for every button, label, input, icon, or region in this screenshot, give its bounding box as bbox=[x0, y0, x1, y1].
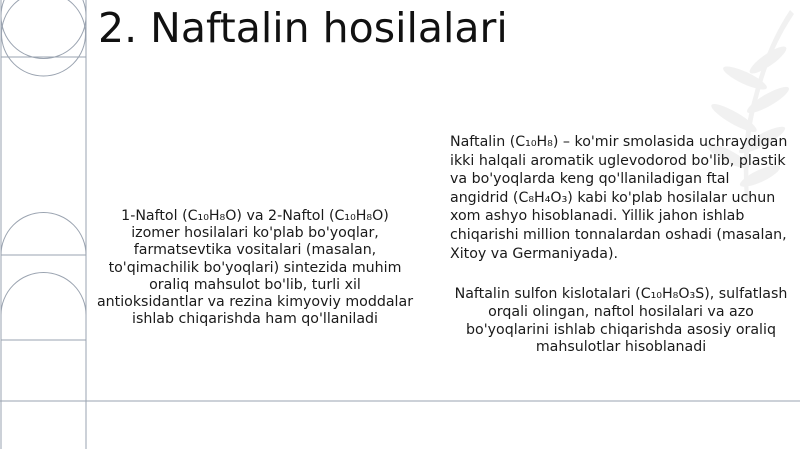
right-paragraph-sulfonic-acids: Naftalin sulfon kislotalari (C₁₀H₈O₃S), sulfatlash orqali olingan, naftol hosilalari va azo bo'yoqlarini ishlab chiqarishda asosiy oraliq mahsulotlar hisoblanadi bbox=[454, 286, 788, 356]
right-paragraph-naphthalene: Naftalin (C₁₀H₈) – ko'mir smolasida uchraydigan ikki halqali aromatik uglevodorod bo'lib, plastik va bo'yoqlarda keng qo'llaniladigan ftal angidrid (C₈H₄O₃) kabi ko'plab hosilalar uchun xom ashyo hisoblanadi. Yillik jahon ishlab chiqarishi million tonnalardan oshadi (masalan, Xitoy va Germaniyada). bbox=[450, 134, 788, 262]
slide-title: 2. Naftalin hosilalari bbox=[98, 4, 508, 52]
left-paragraph: 1-Naftol (C₁₀H₈O) va 2-Naftol (C₁₀H₈O) izomer hosilalari ko'plab bo'yoqlar, farmatsevtika vositalari (masalan, to'qimachilik bo'yoqlari) sintezida muhim oraliq mahsulot bo'lib, turli xil antioksidantlar va rezina kimyoviy moddalar ishlab chiqarishda ham qo'llaniladi bbox=[96, 208, 414, 328]
